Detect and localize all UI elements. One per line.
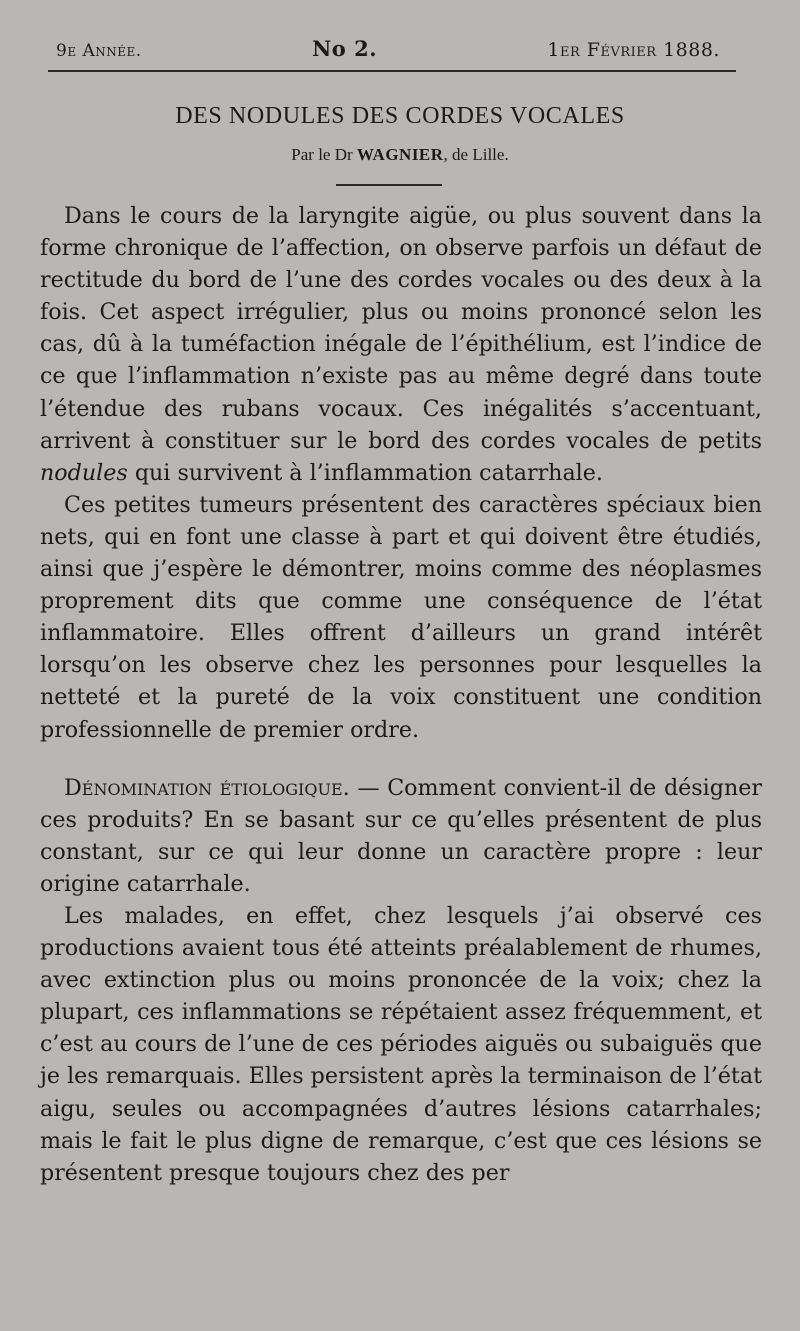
running-head	[56, 36, 720, 61]
paragraph: Ces petites tumeurs présentent des caractères spéciaux bien nets, qui en font une classe à part et qui doivent être étudiés, ainsi que j’espère le démontrer, moins comme des néoplasmes proprement dits que comme une conséquence de l’état inflammatoire. Elles offrent d’ailleurs un grand intérêt lorsqu’on les observe chez les personnes pour lesquelles la netteté et la pureté de la voix constituent une condition professionnelle de premier ordre.	[40, 491, 762, 743]
paragraph: Les malades, en effet, chez lesquels j’ai observé ces productions avaient tous été atteints préalablement de rhumes, avec extinction plus ou moins prononcée de la voix; chez la plupart, ces inflammations se répétaient assez fréquemment, et c’est au cours de l’une de ces périodes aiguës ou subaiguës que je les remarquais. Elles persistent après la terminaison de l’état aigu, seules ou accompagnées d’autres lésions catarrhales; mais le fait le plus digne de remarque, c’est que ces lésions se présentent presque toujours chez des per	[40, 902, 762, 1186]
paragraph-text: — Comment convient-il de désigner ces produits? En se basant sur ce qu’elles présentent de plus constant, sur ce qui leur donne un caractère propre : leur origine catarrhale.	[40, 774, 762, 897]
byline-prefix: Par le Dr	[291, 145, 353, 164]
issue-number: No 2.	[312, 36, 377, 61]
paragraph	[40, 200, 762, 489]
paragraph-text: qui survivent à l’inflammation catarrhale.	[127, 459, 603, 486]
byline-suffix: , de Lille.	[443, 145, 509, 164]
volume-year: 9e Année.	[56, 41, 142, 61]
article-title: DES NODULES DES CORDES VOCALES	[175, 103, 625, 129]
paragraph-text: Dans le cours de la laryngite aigüe, ou plus souvent dans la forme chronique de l’affection, on observe parfois un défaut de rectitude du bord de l’une des cordes vocales ou des deux à la fois. Cet aspect irrégulier, plus ou moins prononcé selon les cas, dû à la tuméfaction inégale de l’épithélium, est l’indice de ce que l’inflammation n’existe pas au même degré dans toute l’étendue des rubans vocaux. Ces inégalités s’accentuant, arrivent à constituer sur le bord des cordes vocales de petits	[40, 203, 762, 454]
emphasis-text: nodules	[40, 459, 128, 486]
header-rule	[48, 70, 736, 72]
author-name: WAGNIER	[356, 145, 444, 164]
section-heading: Dénomination étiologique.	[64, 774, 350, 801]
byline	[40, 145, 760, 165]
issue-date: 1er Février 1888.	[547, 39, 720, 61]
article-body	[40, 200, 762, 1189]
section-paragraph	[40, 772, 762, 900]
title-rule	[336, 184, 442, 186]
